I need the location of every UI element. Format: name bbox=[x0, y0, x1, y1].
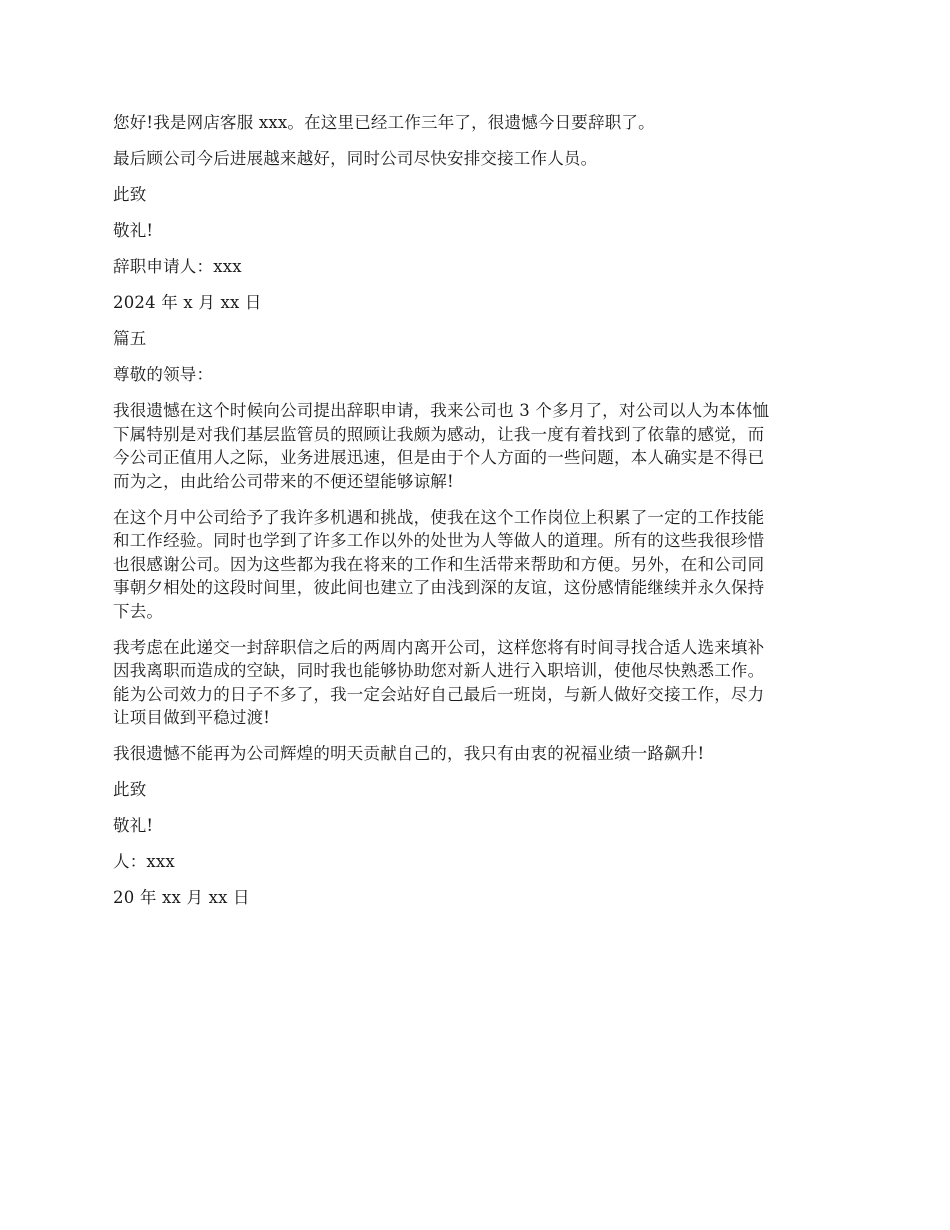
wish-paragraph bbox=[113, 147, 841, 171]
text-line: 辞职申请人：xxx bbox=[113, 257, 242, 276]
text-line: 此致 bbox=[113, 780, 147, 799]
text-line: 下属特别是对我们基层监管员的照顾让我颇为感动，让我一度有着找到了依靠的感觉，而 bbox=[113, 424, 765, 444]
text-line: 敬礼! bbox=[113, 221, 154, 240]
text-line: 最后顾公司今后进展越来越好，同时公司尽快安排交接工作人员。 bbox=[113, 149, 598, 168]
text-line: 因我离职而造成的空缺，同时我也能够协助您对新人进行入职培训，使他尽快熟悉工作。 bbox=[113, 661, 765, 680]
text-line: 事朝夕相处的这段时间里，彼此间也建立了由浅到深的友谊，这份感情能继续并永久保持 bbox=[113, 578, 765, 597]
date-line-2 bbox=[113, 886, 841, 910]
section-heading bbox=[113, 327, 841, 351]
greeting-paragraph bbox=[113, 111, 841, 135]
text-line: 篇五 bbox=[113, 329, 147, 348]
text-line: 能为公司效力的日子不多了，我一定会站好自己最后一班岗，与新人做好交接工作，尽力 bbox=[113, 684, 765, 704]
body-paragraph-3 bbox=[113, 636, 841, 730]
text-line: 下去。 bbox=[113, 601, 164, 621]
document-page bbox=[113, 111, 841, 922]
salutation bbox=[113, 363, 841, 387]
body-paragraph-1 bbox=[113, 399, 841, 493]
body-paragraph-2 bbox=[113, 506, 841, 624]
closing-respect-2 bbox=[113, 814, 841, 838]
signature-line bbox=[113, 255, 841, 279]
closing-respect bbox=[113, 219, 841, 243]
text-line: 您好!我是网店客服 xxx。在这里已经工作三年了，很遗憾今日要辞职了。 bbox=[113, 113, 655, 132]
text-line: 20 年 xx 月 xx 日 bbox=[113, 888, 250, 907]
text-line: 我很遗憾在这个时候向公司提出辞职申请，我来公司也 3 个多月了，对公司以人为本体恤 bbox=[113, 401, 770, 420]
text-line: 和工作经验。同时也学到了许多工作以外的处世为人等做人的道理。所有的这些我很珍惜 bbox=[113, 531, 765, 550]
text-line: 我很遗憾不能再为公司辉煌的明天贡献自己的，我只有由衷的祝福业绩一路飙升! bbox=[113, 744, 705, 763]
text-line: 而为之，由此给公司带来的不便还望能够谅解! bbox=[113, 471, 454, 491]
text-line: 让项目做到平稳过渡! bbox=[113, 708, 271, 727]
text-line: 2024 年 x 月 xx 日 bbox=[113, 293, 262, 312]
text-line: 在这个月中公司给予了我许多机遇和挑战，使我在这个工作岗位上积累了一定的工作技能 bbox=[113, 507, 765, 527]
text-line: 也很感谢公司。因为这些都为我在将来的工作和生活带来帮助和方便。另外，在和公司同 bbox=[113, 554, 765, 574]
text-line: 人：xxx bbox=[113, 852, 175, 871]
text-line: 今公司正值用人之际，业务进展迅速，但是由于个人方面的一些问题，本人确实是不得已 bbox=[113, 448, 765, 467]
closing-salutation-2 bbox=[113, 778, 841, 802]
text-line: 此致 bbox=[113, 185, 147, 204]
text-line: 尊敬的领导： bbox=[113, 365, 214, 384]
body-paragraph-4 bbox=[113, 742, 841, 766]
text-line: 敬礼! bbox=[113, 816, 154, 835]
signature-line-2 bbox=[113, 850, 841, 874]
date-line bbox=[113, 291, 841, 315]
text-line: 我考虑在此递交一封辞职信之后的两周内离开公司，这样您将有时间寻找合适人选来填补 bbox=[113, 637, 765, 657]
closing-salutation bbox=[113, 183, 841, 207]
